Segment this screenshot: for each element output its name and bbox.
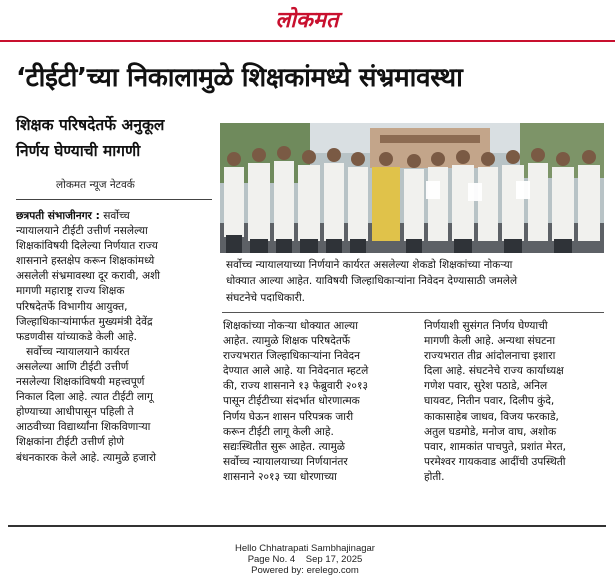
body-line: न्यायालयाने टीईटी उत्तीर्ण नसलेल्या [16, 225, 148, 238]
body-line: आठवीच्या विद्यार्थ्यांना शिकविणाऱ्या [16, 421, 151, 434]
body-line: पवार, शामकांत पाचपुते, प्रशांत मेरत, [424, 440, 567, 453]
body-line: करून टीईटी लागू केली आहे. [223, 425, 334, 438]
body-line: सद्यःस्थितीत सुरू आहेत. त्यामुळे [223, 440, 345, 453]
body-line: घायवट, नितीन पवार, दिलीप कुंदे, [424, 395, 555, 408]
subhead-line-1: शिक्षक परिषदेतर्फे अनुकूल [16, 116, 165, 134]
body-line: शिक्षकांविषयी दिलेल्या निर्णयात राज्य [16, 240, 158, 253]
edition-name: Hello Chhatrapati Sambhajinagar [235, 543, 375, 554]
caption-line: धोक्यात आल्या आहेत. याविषयी जिल्हाधिकाऱ्यांना निवेदन देण्यासाठी जमलेले [226, 275, 518, 288]
photo-caption [226, 257, 604, 309]
body-line: मागणी केली आहे. अन्यथा संघटना [424, 335, 556, 348]
body-line: फडणवीस यांच्याकडे केली आहे. [16, 330, 138, 343]
body-line: परमेश्वर गायकवाड आदींची उपस्थिती [424, 455, 566, 468]
group-photo-image [220, 123, 604, 253]
body-line: होण्याच्या आधीपासून पहिली ते [16, 406, 134, 419]
lokmat-logo[interactable] [245, 5, 370, 33]
article-photo [220, 123, 604, 253]
caption-line: संघटनेचे पदाधिकारी. [226, 291, 305, 304]
byline-rule [16, 199, 212, 200]
body-line: निर्णय घेऊन शासन परिपत्रक जारी [223, 410, 354, 423]
body-line: अतुल घडमोडे, मनोज वाघ, अशोक [424, 425, 557, 438]
masthead [0, 0, 615, 38]
body-line: राज्यभरात जिल्हाधिकाऱ्यांना निवेदन [223, 350, 361, 363]
body-line: काकासाहेब जाधव, विजय फरकाडे, [424, 410, 559, 423]
body-line: निकाल दिला आहे. त्यात टीईटी लागू [16, 391, 153, 404]
page-bottom-rule [8, 525, 606, 527]
body-column-1 [16, 209, 214, 521]
body-line: आहेत. त्यामुळे शिक्षक परिषदेतर्फे [223, 335, 351, 348]
page-and-date: Page No. 4 Sep 17, 2025 [247, 554, 363, 565]
body-line: नसलेल्या शिक्षकांविषयी महत्त्वपूर्ण [16, 376, 145, 389]
body-line: जिल्हाधिकाऱ्यांमार्फत मुख्यमंत्री देवेंद्र [16, 315, 153, 328]
body-line: की, राज्य शासनाने १३ फेब्रुवारी २०१३ [223, 380, 368, 393]
body-line: शिक्षकांना टीईटी उत्तीर्ण होणे [16, 436, 125, 449]
svg-text:लोकमत: लोकमत [275, 8, 339, 33]
body-line: शिक्षकांच्या नोकऱ्या धोक्यात आल्या [223, 320, 358, 332]
body-column-2 [223, 319, 415, 521]
body-line: सर्वोच्च न्यायालयाच्या निर्णयानंतर [223, 455, 348, 468]
body-column-3 [424, 319, 604, 521]
subhead-line-2: निर्णय घेण्याची मागणी [16, 142, 141, 160]
body-line: गणेश पवार, सुरेश पठाडे, अनिल [424, 380, 548, 393]
body-line: परिषदेतर्फे विभागीय आयुक्त, [16, 300, 128, 313]
body-line: शासनाने २०१३ च्या धोरणाच्या [223, 470, 337, 483]
masthead-rule [0, 40, 615, 42]
article-headline: ‘टीईटी’च्या निकालामुळे शिक्षकांमध्ये संभ्रमावस्था [16, 63, 463, 93]
body-line: देण्यात आले आहे. या निवेदनात म्हटले [223, 365, 369, 378]
body-line: बंधनकारक केले आहे. त्यामुळे हजारो [16, 451, 157, 464]
body-line: होती. [424, 470, 445, 483]
powered-by-link[interactable]: Powered by: erelego.com [251, 565, 359, 576]
caption-line: सर्वोच्च न्यायालयाच्या निर्णयाने कार्यरत असलेल्या शेकडो शिक्षकांच्या नोकऱ्या [226, 259, 513, 271]
body-line: असलेली संभ्रमावस्था दूर करावी, अशी [16, 270, 161, 283]
article-subhead [16, 112, 216, 168]
body-line: राज्यभरात तीव्र आंदोलनाचा इशारा [424, 350, 556, 363]
body-line: शासनाने हस्तक्षेप करून शिक्षकांमध्ये [16, 255, 155, 268]
edition-footer [200, 543, 410, 583]
byline: लोकमत न्यूज नेटवर्क [56, 179, 135, 191]
lokmat-logo-mark [245, 5, 370, 33]
caption-rule [222, 312, 604, 313]
body-line: दिला आहे. संघटनेचे राज्य कार्याध्यक्ष [424, 365, 564, 378]
body-line: छत्रपती संभाजीनगर : सर्वोच्च [16, 210, 130, 222]
body-line: सर्वोच्च न्यायालयाने कार्यरत [26, 345, 130, 358]
body-line: निर्णयाशी सुसंगत निर्णय घेण्याची [424, 320, 548, 332]
body-line: असलेल्या आणि टीईटी उत्तीर्ण [16, 360, 129, 373]
dateline: छत्रपती संभाजीनगर : [16, 210, 100, 222]
body-line: मागणी महाराष्ट्र राज्य शिक्षक [16, 285, 125, 298]
body-line: पासून टीईटीच्या संदर्भात धोरणात्मक [223, 395, 360, 408]
